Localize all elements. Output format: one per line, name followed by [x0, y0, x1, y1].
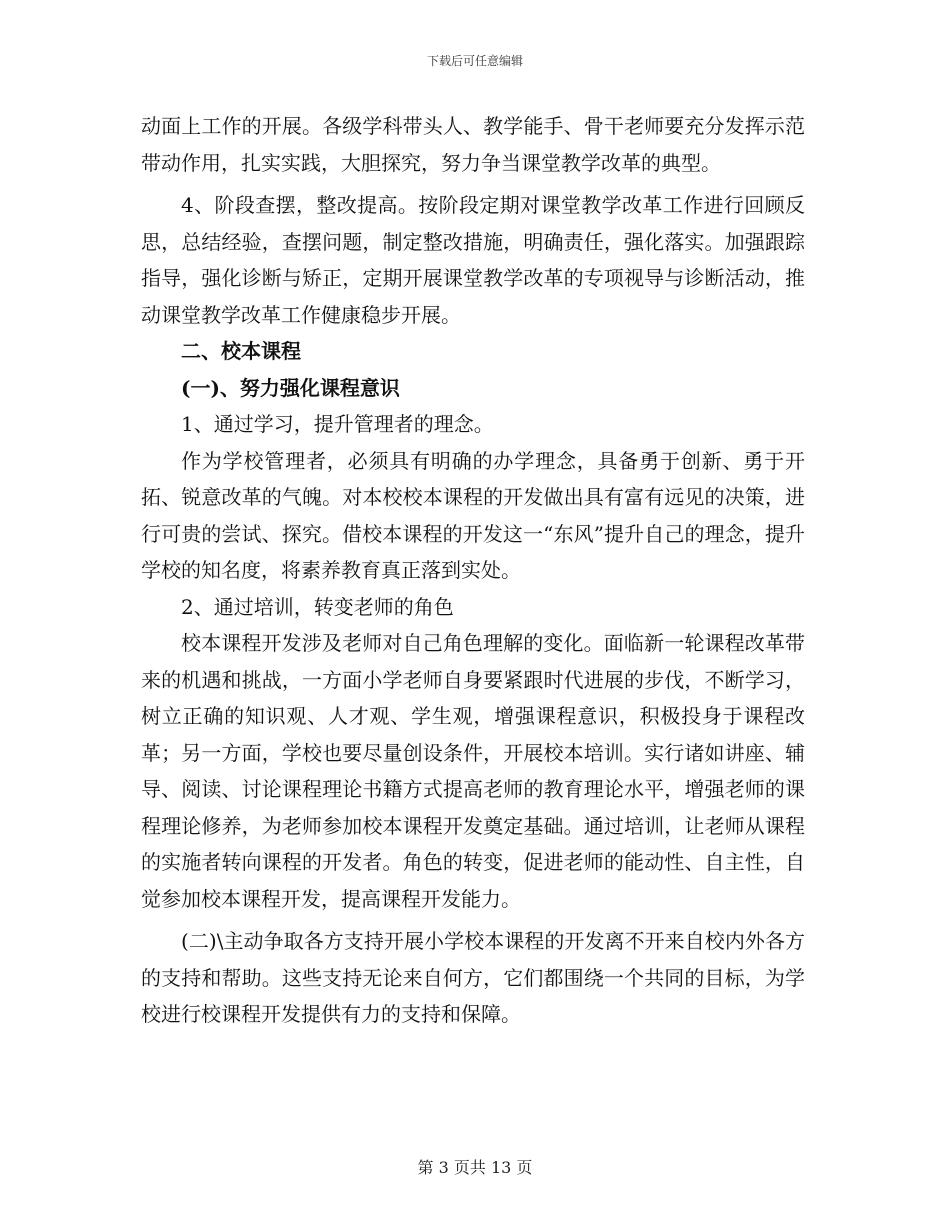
section-heading-school-curriculum: 二、校本课程: [181, 339, 301, 363]
document-body: [141, 108, 805, 1033]
paragraph-continuation: 动面上工作的开展。各级学科带头人、教学能手、骨干老师要充分发挥示范带动作用，扎实实践，大胆探究，努力争当课堂教学改革的典型。: [141, 114, 805, 175]
page-header: 下载后可任意编辑: [426, 54, 523, 68]
paragraph-support: (二)\主动争取各方支持开展小学校本课程的开发离不开来自校内外各方的支持和帮助。这些支持无论来自何方，它们都围绕一个共同的目标，为学校进行校课程开发提供有力的支持和保障。: [141, 929, 805, 1026]
paragraph-item-4: 4、阶段查摆，整改提高。按阶段定期对课堂教学改革工作进行回顾反思，总结经验，查摆问题，制定整改措施，明确责任，强化落实。加强跟踪指导，强化诊断与矫正，定期开展课堂教学改革的专项视导与诊断活动，推动课堂教学改革工作健康稳步开展。: [141, 193, 805, 327]
subsection-heading-1: (一)、努力强化课程意识: [181, 375, 400, 400]
point-heading-2: 2、通过培训，转变老师的角色: [181, 594, 454, 619]
page-footer: 第 3 页共 13 页: [417, 1158, 533, 1177]
paragraph-teacher-role: 校本课程开发涉及老师对自己角色理解的变化。面临新一轮课程改革带来的机遇和挑战，一方面小学老师自身要紧跟时代进展的步伐，不断学习，树立正确的知识观、人才观、学生观，增强课程意识，积极投身于课程改革；另一方面，学校也要尽量创设条件，开展校本培训。实行诸如讲座、辅导、阅读、讨论课程理论书籍方式提高老师的教育理论水平，增强老师的课程理论修养，为老师参加校本课程开发奠定基础。通过培训，让老师从课程的实施者转向课程的开发者。角色的转变，促进老师的能动性、自主性，自觉参加校本课程开发，提高课程开发能力。: [141, 631, 805, 911]
paragraph-administrators: 作为学校管理者，必须具有明确的办学理念，具备勇于创新、勇于开拓、锐意改革的气魄。对本校校本课程的开发做出具有富有远见的决策，进行可贵的尝试、探究。借校本课程的开发这一“东风”提升自己的理念，提升学校的知名度，将素养教育真正落到实处。: [141, 448, 805, 582]
point-heading-1: 1、通过学习，提升管理者的理念。: [181, 412, 494, 436]
